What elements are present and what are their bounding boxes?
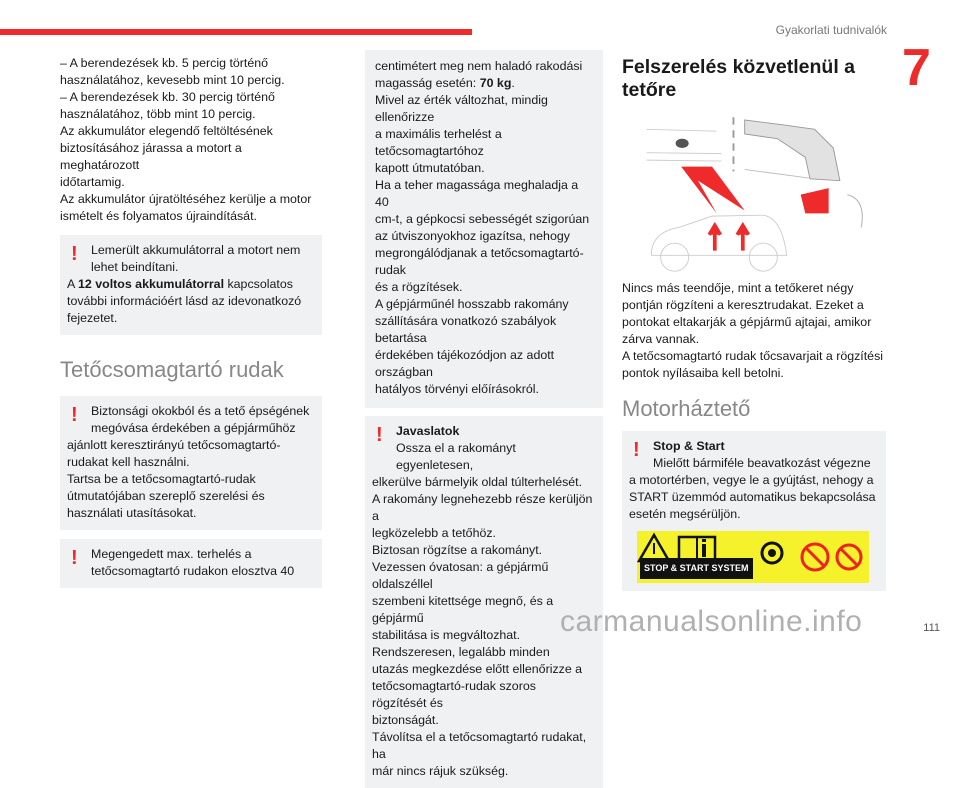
section-title: Gyakorlati tudnivalók — [775, 23, 887, 37]
warning-box-battery: ! Lemerült akkumulátorral a motort nem lehet beindítani. A 12 voltos akkumulátorral kapcsolatos további információért lásd az idevonatkozó fejezetet. — [60, 235, 322, 335]
stop-start-warning-label — [637, 531, 869, 583]
page-number: 111 — [923, 622, 940, 634]
warning-icon: ! — [633, 439, 640, 461]
roof-mount-text: Nincs más teendője, mint a tetőkeret négy pontján rögzíteni a keresztrudakat. Ezeket a pontokat eltakarják a gépjármű ajtajai, amikor zárva vannak. A tetőcsomagtartó rudak tőcsavarjait a rögzítési pontok nyílásaiba kell betolni. — [622, 281, 884, 380]
header-red-bar — [0, 29, 472, 35]
heading-roof-bars: Tetőcsomagtartó rudak — [60, 357, 284, 382]
warning-icon: ! — [71, 547, 78, 569]
warning-icon: ! — [71, 404, 78, 426]
column-1 — [60, 55, 322, 588]
column-3 — [622, 56, 886, 591]
stop-start-box: ! Stop & Start Mielőtt bármiféle beavatkozást végezne a motortérben, vegye le a gyújtást, nehogy a START üzemmód automatikus bekapcsolása esetén megsérüljön. STOP & START SYSTEM — [622, 431, 886, 591]
intro-text: – A berendezések kb. 5 percig történő használatához, kevesebb mint 10 percig. – A berendezések kb. 30 percig történő használatához, több mint 10 percig. Az akkumulátor elegendő feltöltésének biztosításához járassa a motort a meghatározott időtartamig. Az akkumulátor újratöltéséhez kerülje a motor ismételt és folyamatos újraindítását. — [60, 56, 312, 223]
heading-bonnet: Motorháztető — [622, 396, 751, 421]
tips-box: ! Javaslatok Ossza el a rakományt egyenletesen, elkerülve bármelyik oldal túlterhelését. A rakomány legnehezebb része kerüljön a legközelebb a tetőhöz. Biztosan rögzítse a rakományt. Vezessen óvatosan: a gépjármű oldalszéllel szembeni kitettsége megnő, és a gépjármű stabilitása is megváltozhat. Rendszeresen, legalább minden utazás megkezdése előtt ellenőrizze a tetőcsomagtartó-rudak szoros rögzítését és biztonságát. Távolítsa el a tetőcsomagtartó rudakat, ha már nincs rájuk szükség. — [365, 416, 603, 788]
warning-box-load: ! Megengedett max. terhelés a tetőcsomagtartó rudakon elosztva 40 — [60, 539, 322, 588]
stop-start-system-label: STOP & START SYSTEM — [640, 558, 753, 579]
load-info-box: centimétert meg nem haladó rakodási magasság esetén: 70 kg. Mivel az érték változhat, mindig ellenőrizze a maximális terhelést a tetőcsomagtartóhoz kapott útmutatóban. Ha a teher magassága meghaladja a 40 cm-t, a gépkocsi sebességét szigorúan az útviszonyokhoz igazítsa, nehogy megrongálódjanak a tetőcsomagtartó-rudak és a rögzítések. A gépjárműnél hosszabb rakomány szállítására vonatkozó szabályok betartása érdekében tájékozódjon az adott országban hatályos törvényi előírásokról. — [365, 50, 603, 408]
chapter-number: 7 — [902, 39, 931, 97]
heading-roof-mount: Felszerelés közvetlenül a tetőre — [622, 56, 856, 101]
warning-icon: ! — [71, 243, 78, 265]
column-2 — [365, 50, 603, 788]
roof-bar-illustration — [622, 106, 886, 274]
warning-box-safety: ! Biztonsági okokból és a tető épségének megóvása érdekében a gépjárműhöz ajánlott keresztirányú tetőcsomagtartó- rudakat kell használni. Tartsa be a tetőcsomagtartó-rudak útmutatójában szereplő szerelési és használati utasításokat. — [60, 396, 322, 530]
warning-icon: ! — [376, 424, 383, 446]
watermark: carmanualsonline.info — [560, 605, 863, 638]
